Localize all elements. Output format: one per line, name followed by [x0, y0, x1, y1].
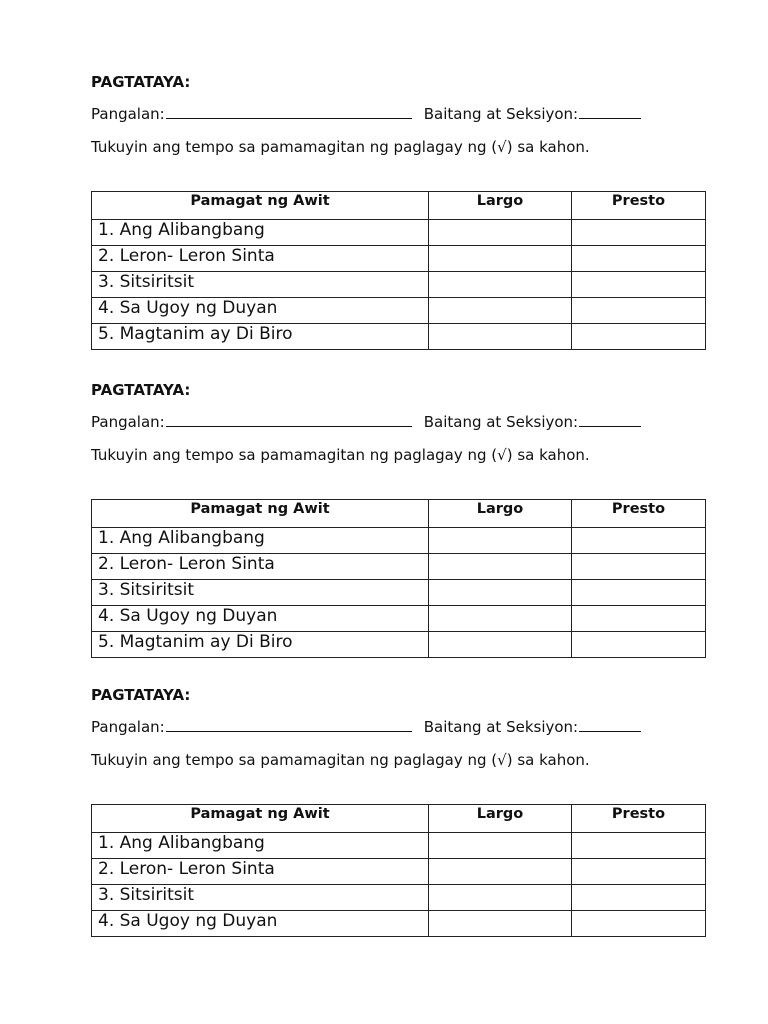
- instruction-text: Tukuyin ang tempo sa pamamagitan ng paglagay ng (√) sa kahon.: [91, 751, 590, 769]
- tempo-table: [91, 191, 706, 350]
- student-info-fields: [91, 413, 705, 431]
- largo-checkbox-cell: [429, 220, 572, 246]
- presto-checkbox-cell: [572, 911, 706, 937]
- table-header-row: [92, 805, 706, 833]
- table-header-row: [92, 192, 706, 220]
- section-title: PAGTATAYA:: [91, 73, 191, 91]
- presto-checkbox-cell: [572, 606, 706, 632]
- largo-checkbox-cell: [429, 580, 572, 606]
- presto-checkbox-cell: [572, 272, 706, 298]
- header-presto: Presto: [572, 805, 706, 833]
- header-largo: Largo: [429, 500, 572, 528]
- table-row: [92, 606, 706, 632]
- instruction-text: Tukuyin ang tempo sa pamamagitan ng paglagay ng (√) sa kahon.: [91, 446, 590, 464]
- song-title-cell: 3. Sitsiritsit: [92, 272, 429, 298]
- name-label: Pangalan:: [91, 718, 165, 736]
- presto-checkbox-cell: [572, 554, 706, 580]
- tempo-table: [91, 804, 706, 937]
- table-row: [92, 554, 706, 580]
- table-row: [92, 911, 706, 937]
- song-title-cell: 2. Leron- Leron Sinta: [92, 246, 429, 272]
- presto-checkbox-cell: [572, 528, 706, 554]
- largo-checkbox-cell: [429, 885, 572, 911]
- largo-checkbox-cell: [429, 911, 572, 937]
- grade-section-blank: [579, 105, 641, 119]
- name-label: Pangalan:: [91, 105, 165, 123]
- table-row: [92, 246, 706, 272]
- largo-checkbox-cell: [429, 298, 572, 324]
- name-blank: [166, 105, 412, 119]
- header-presto: Presto: [572, 500, 706, 528]
- section-title: PAGTATAYA:: [91, 686, 191, 704]
- table-row: [92, 632, 706, 658]
- table-row: [92, 885, 706, 911]
- grade-section-label: Baitang at Seksiyon:: [423, 413, 579, 431]
- table-row: [92, 220, 706, 246]
- instruction-text: Tukuyin ang tempo sa pamamagitan ng paglagay ng (√) sa kahon.: [91, 138, 590, 156]
- largo-checkbox-cell: [429, 272, 572, 298]
- presto-checkbox-cell: [572, 246, 706, 272]
- table-row: [92, 298, 706, 324]
- name-blank: [166, 718, 412, 732]
- song-title-cell: 1. Ang Alibangbang: [92, 220, 429, 246]
- header-song-title: Pamagat ng Awit: [92, 805, 429, 833]
- presto-checkbox-cell: [572, 632, 706, 658]
- song-title-cell: 4. Sa Ugoy ng Duyan: [92, 298, 429, 324]
- presto-checkbox-cell: [572, 580, 706, 606]
- grade-section-label: Baitang at Seksiyon:: [423, 105, 579, 123]
- largo-checkbox-cell: [429, 528, 572, 554]
- song-title-cell: 1. Ang Alibangbang: [92, 528, 429, 554]
- presto-checkbox-cell: [572, 859, 706, 885]
- grade-section-blank: [579, 413, 641, 427]
- presto-checkbox-cell: [572, 220, 706, 246]
- song-title-cell: 3. Sitsiritsit: [92, 580, 429, 606]
- table-row: [92, 859, 706, 885]
- song-title-cell: 3. Sitsiritsit: [92, 885, 429, 911]
- largo-checkbox-cell: [429, 632, 572, 658]
- table-row: [92, 324, 706, 350]
- grade-section-label: Baitang at Seksiyon:: [423, 718, 579, 736]
- grade-section-blank: [579, 718, 641, 732]
- song-title-cell: 2. Leron- Leron Sinta: [92, 859, 429, 885]
- song-title-cell: 2. Leron- Leron Sinta: [92, 554, 429, 580]
- student-info-fields: [91, 718, 705, 736]
- largo-checkbox-cell: [429, 554, 572, 580]
- table-row: [92, 580, 706, 606]
- name-blank: [166, 413, 412, 427]
- largo-checkbox-cell: [429, 859, 572, 885]
- header-song-title: Pamagat ng Awit: [92, 500, 429, 528]
- song-title-cell: 5. Magtanim ay Di Biro: [92, 632, 429, 658]
- table-row: [92, 528, 706, 554]
- header-song-title: Pamagat ng Awit: [92, 192, 429, 220]
- largo-checkbox-cell: [429, 246, 572, 272]
- table-header-row: [92, 500, 706, 528]
- song-title-cell: 4. Sa Ugoy ng Duyan: [92, 911, 429, 937]
- name-label: Pangalan:: [91, 413, 165, 431]
- student-info-fields: [91, 105, 705, 123]
- song-title-cell: 4. Sa Ugoy ng Duyan: [92, 606, 429, 632]
- presto-checkbox-cell: [572, 833, 706, 859]
- presto-checkbox-cell: [572, 298, 706, 324]
- largo-checkbox-cell: [429, 324, 572, 350]
- song-title-cell: 1. Ang Alibangbang: [92, 833, 429, 859]
- header-largo: Largo: [429, 192, 572, 220]
- table-row: [92, 833, 706, 859]
- table-row: [92, 272, 706, 298]
- largo-checkbox-cell: [429, 833, 572, 859]
- presto-checkbox-cell: [572, 324, 706, 350]
- song-title-cell: 5. Magtanim ay Di Biro: [92, 324, 429, 350]
- section-title: PAGTATAYA:: [91, 381, 191, 399]
- largo-checkbox-cell: [429, 606, 572, 632]
- header-largo: Largo: [429, 805, 572, 833]
- tempo-table: [91, 499, 706, 658]
- header-presto: Presto: [572, 192, 706, 220]
- presto-checkbox-cell: [572, 885, 706, 911]
